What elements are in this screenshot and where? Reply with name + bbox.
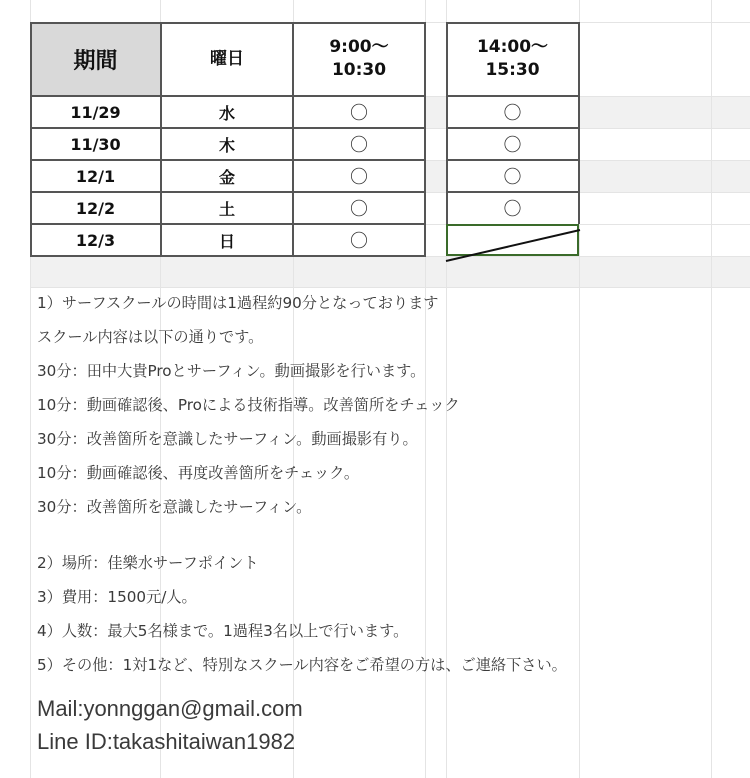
grid-band bbox=[30, 256, 750, 287]
slot-afternoon-cell[interactable] bbox=[446, 128, 579, 160]
slot-afternoon-cell[interactable] bbox=[446, 192, 579, 224]
note-line: 2）場所：佳樂水サーフポイント bbox=[37, 554, 259, 572]
table-border bbox=[446, 95, 580, 97]
unavailable-slash bbox=[440, 224, 585, 264]
availability-mark: 〇 bbox=[350, 199, 368, 220]
table-border bbox=[446, 22, 448, 224]
note-line: 1）サーフスクールの時間は1過程約90分となっております bbox=[37, 294, 439, 312]
weekday-value: 日 bbox=[218, 231, 235, 251]
slot-morning-cell[interactable] bbox=[293, 160, 425, 192]
slot-morning-cell[interactable] bbox=[293, 128, 425, 160]
table-border bbox=[30, 255, 426, 257]
date-cell[interactable] bbox=[30, 192, 161, 224]
table-border bbox=[578, 22, 580, 224]
availability-mark: 〇 bbox=[503, 199, 522, 220]
table-border bbox=[292, 22, 294, 256]
date-cell[interactable] bbox=[30, 128, 161, 160]
note-line: 10分：動画確認後、Proによる技術指導。改善箇所をチェック bbox=[37, 396, 460, 414]
weekday-cell[interactable] bbox=[161, 224, 293, 256]
slot-morning-cell[interactable] bbox=[293, 224, 425, 256]
weekday-cell[interactable] bbox=[161, 128, 293, 160]
header-slot-afternoon-start: 14:00〜 bbox=[476, 37, 549, 58]
note-line: 3）費用：1500元/人。 bbox=[37, 588, 197, 606]
note-line: 4）人数：最大5名様まで。1過程3名以上で行います。 bbox=[37, 622, 409, 640]
table-border bbox=[446, 22, 580, 24]
date-cell[interactable] bbox=[30, 160, 161, 192]
weekday-cell[interactable] bbox=[161, 192, 293, 224]
note-line: スクール内容は以下の通りです。 bbox=[37, 328, 264, 346]
note-line: 5）その他：1対1など、特別なスクール内容をご希望の方は、ご連絡下さい。 bbox=[37, 656, 567, 674]
availability-mark: 〇 bbox=[503, 167, 522, 188]
availability-mark: 〇 bbox=[503, 135, 522, 156]
header-period-label: 期間 bbox=[73, 48, 118, 74]
contact-mail: Mail:yonnggan@gmail.com bbox=[37, 696, 303, 721]
date-value: 12/3 bbox=[75, 230, 116, 250]
table-border bbox=[30, 191, 426, 193]
header-weekday-label: 曜日 bbox=[210, 48, 244, 69]
table-border bbox=[30, 159, 426, 161]
date-value: 12/1 bbox=[75, 166, 116, 186]
table-border bbox=[30, 127, 426, 129]
date-cell[interactable] bbox=[30, 96, 161, 128]
table-border bbox=[30, 22, 32, 256]
weekday-value: 木 bbox=[218, 135, 235, 155]
weekday-cell[interactable] bbox=[161, 160, 293, 192]
availability-mark: 〇 bbox=[350, 135, 368, 156]
note-line: 10分：動画確認後、再度改善箇所をチェック。 bbox=[37, 464, 360, 482]
note-line: 30分：田中大貴Proとサーフィン。動画撮影を行います。 bbox=[37, 362, 426, 380]
availability-mark: 〇 bbox=[503, 103, 522, 124]
availability-mark: 〇 bbox=[350, 167, 368, 188]
availability-mark: 〇 bbox=[350, 231, 368, 252]
header-slot-afternoon[interactable] bbox=[446, 22, 579, 96]
table-border bbox=[446, 127, 580, 129]
weekday-cell[interactable] bbox=[161, 96, 293, 128]
table-border bbox=[446, 191, 580, 193]
weekday-value: 土 bbox=[218, 199, 235, 219]
header-slot-morning-end: 10:30 bbox=[331, 60, 387, 80]
school-notes bbox=[37, 286, 742, 682]
table-border bbox=[446, 159, 580, 161]
slot-morning-cell[interactable] bbox=[293, 192, 425, 224]
date-cell[interactable] bbox=[30, 224, 161, 256]
date-value: 12/2 bbox=[75, 198, 116, 218]
table-border bbox=[30, 223, 426, 225]
table-border bbox=[424, 22, 426, 256]
table-border bbox=[30, 22, 426, 24]
slot-afternoon-cell[interactable] bbox=[446, 96, 579, 128]
header-weekday[interactable] bbox=[161, 22, 293, 96]
date-value: 11/30 bbox=[70, 134, 121, 154]
header-slot-morning[interactable] bbox=[293, 22, 425, 96]
slot-afternoon-cell[interactable] bbox=[446, 160, 579, 192]
date-value: 11/29 bbox=[70, 102, 121, 122]
table-border bbox=[160, 22, 162, 256]
slot-morning-cell[interactable] bbox=[293, 96, 425, 128]
weekday-value: 金 bbox=[218, 167, 235, 187]
contact-line-id: Line ID:takashitaiwan1982 bbox=[37, 729, 296, 754]
note-line: 30分：改善箇所を意識したサーフィン。 bbox=[37, 498, 312, 516]
weekday-value: 水 bbox=[218, 103, 235, 123]
header-slot-afternoon-end: 15:30 bbox=[485, 60, 540, 80]
header-slot-morning-start: 9:00〜 bbox=[329, 37, 389, 58]
note-line: 30分：改善箇所を意識したサーフィン。動画撮影有り。 bbox=[37, 430, 418, 448]
availability-mark: 〇 bbox=[350, 103, 368, 124]
table-border bbox=[30, 95, 426, 97]
header-period[interactable] bbox=[30, 22, 161, 96]
